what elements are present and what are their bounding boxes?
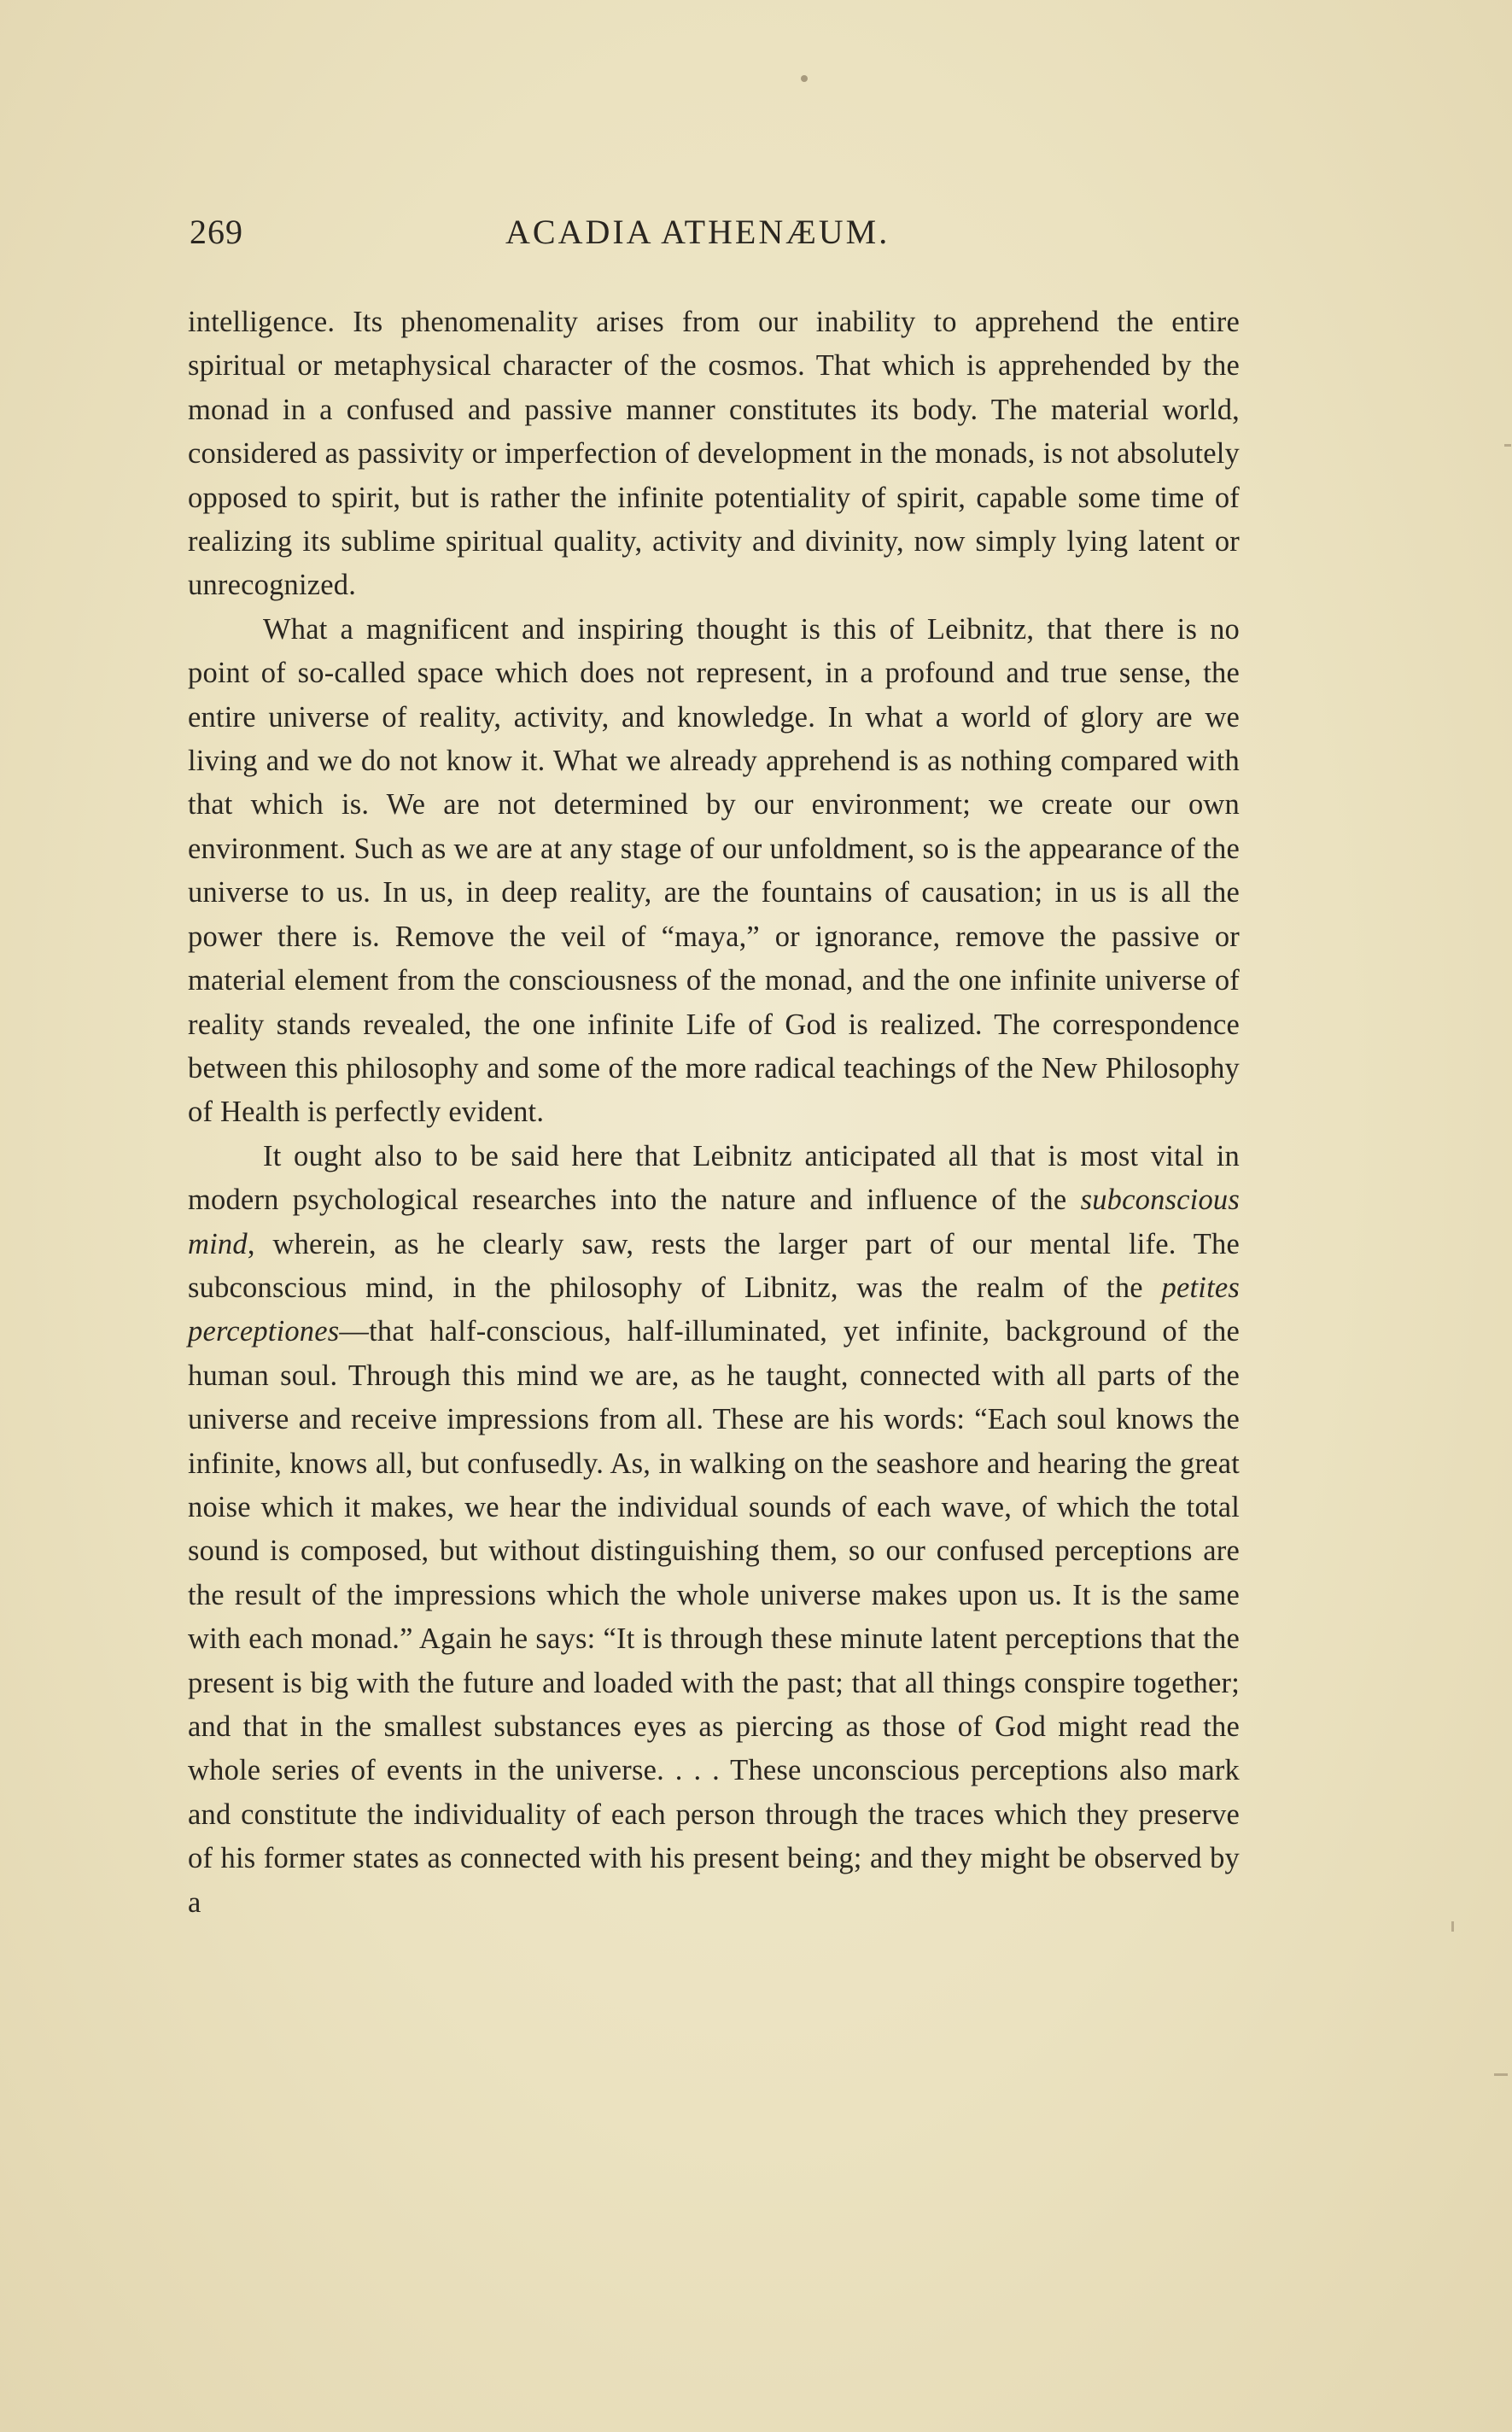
subconscious-mind-term: subconscious mind: [188, 1184, 1240, 1260]
ink-speck: [801, 75, 808, 82]
paragraph-3-text-c: —that half-conscious, half-illuminated, yet infinite, background of the human soul. Through this mind we are, as he taught, connected with all parts of the universe and receive impressions from all. These are his words: “Each soul knows the infinite, knows all, but confusedly. As, in walking on the seashore and hearing the great noise which it makes, we hear the individual sounds of each wave, of which the total sound is composed, but without distinguishing them, so our confused perceptions are the result of the impressions which the whole universe makes upon us. It is the same with each monad.” Again he says: “It is through these minute latent perceptions that the present is big with the future and loaded with the past; that all things conspire together; and that in the smallest substances eyes as piercing as those of God might read the whole series of events in the universe. . . . These unconscious perceptions also mark and constitute the individuality of each person through the traces which they preserve of his former states as connected with his present being; and they might be observed by a: [188, 1315, 1240, 1919]
paragraph-3: [188, 1135, 1240, 1925]
edge-mark: [1451, 1921, 1454, 1932]
paragraph-3-text-b: , wherein, as he clearly saw, rests the larger part of our mental life. The subconscious mind, in the philosophy of Libnitz, was the realm of the: [188, 1227, 1240, 1304]
petites-perceptiones-term: petites perceptiones: [188, 1271, 1240, 1348]
paragraph-1: intelligence. Its phenomenality arises from our inability to apprehend the entire spiritual or metaphysical character of the cosmos. That which is apprehended by the monad in a confused and passive manner constitutes its body. The material world, considered as passivity or imperfection of development in the monads, is not absolutely opposed to spirit, but is rather the infinite potentiality of spirit, capable some time of realizing its sublime spiritual quality, activity and divinity, now simply lying latent or unrecognized.: [188, 306, 1240, 602]
running-head: [190, 212, 1240, 254]
journal-title: ACADIA ATHENÆUM.: [505, 213, 890, 251]
page-number: 269: [190, 213, 243, 251]
paragraph-3-text-a: It ought also to be said here that Leibnitz anticipated all that is most vital in modern psychological researches into the nature and influence of the: [188, 1139, 1240, 1217]
paragraph-2: What a magnificent and inspiring thought is this of Leibnitz, that there is no point of so-called space which does not represent, in a profound and true sense, the entire universe of reality, activity, and knowledge. In what a world of glory are we living and we do not know it. What we already apprehend is as nothing compared with that which is. We are not determined by our environment; we create our own environment. Such as we are at any stage of our unfoldment, so is the appearance of the universe to us. In us, in deep reality, are the fountains of causation; in us is all the power there is. Remove the veil of “maya,” or ignorance, remove the passive or material element from the consciousness of the monad, and the one infinite universe of reality stands revealed, the one infinite Life of God is realized. The correspondence between this philosophy and some of the more radical teachings of the New Philosophy of Health is perfectly evident.: [188, 612, 1240, 1129]
edge-mark: [1494, 2073, 1508, 2076]
article-body: [188, 301, 1240, 1925]
edge-mark: [1504, 444, 1511, 447]
